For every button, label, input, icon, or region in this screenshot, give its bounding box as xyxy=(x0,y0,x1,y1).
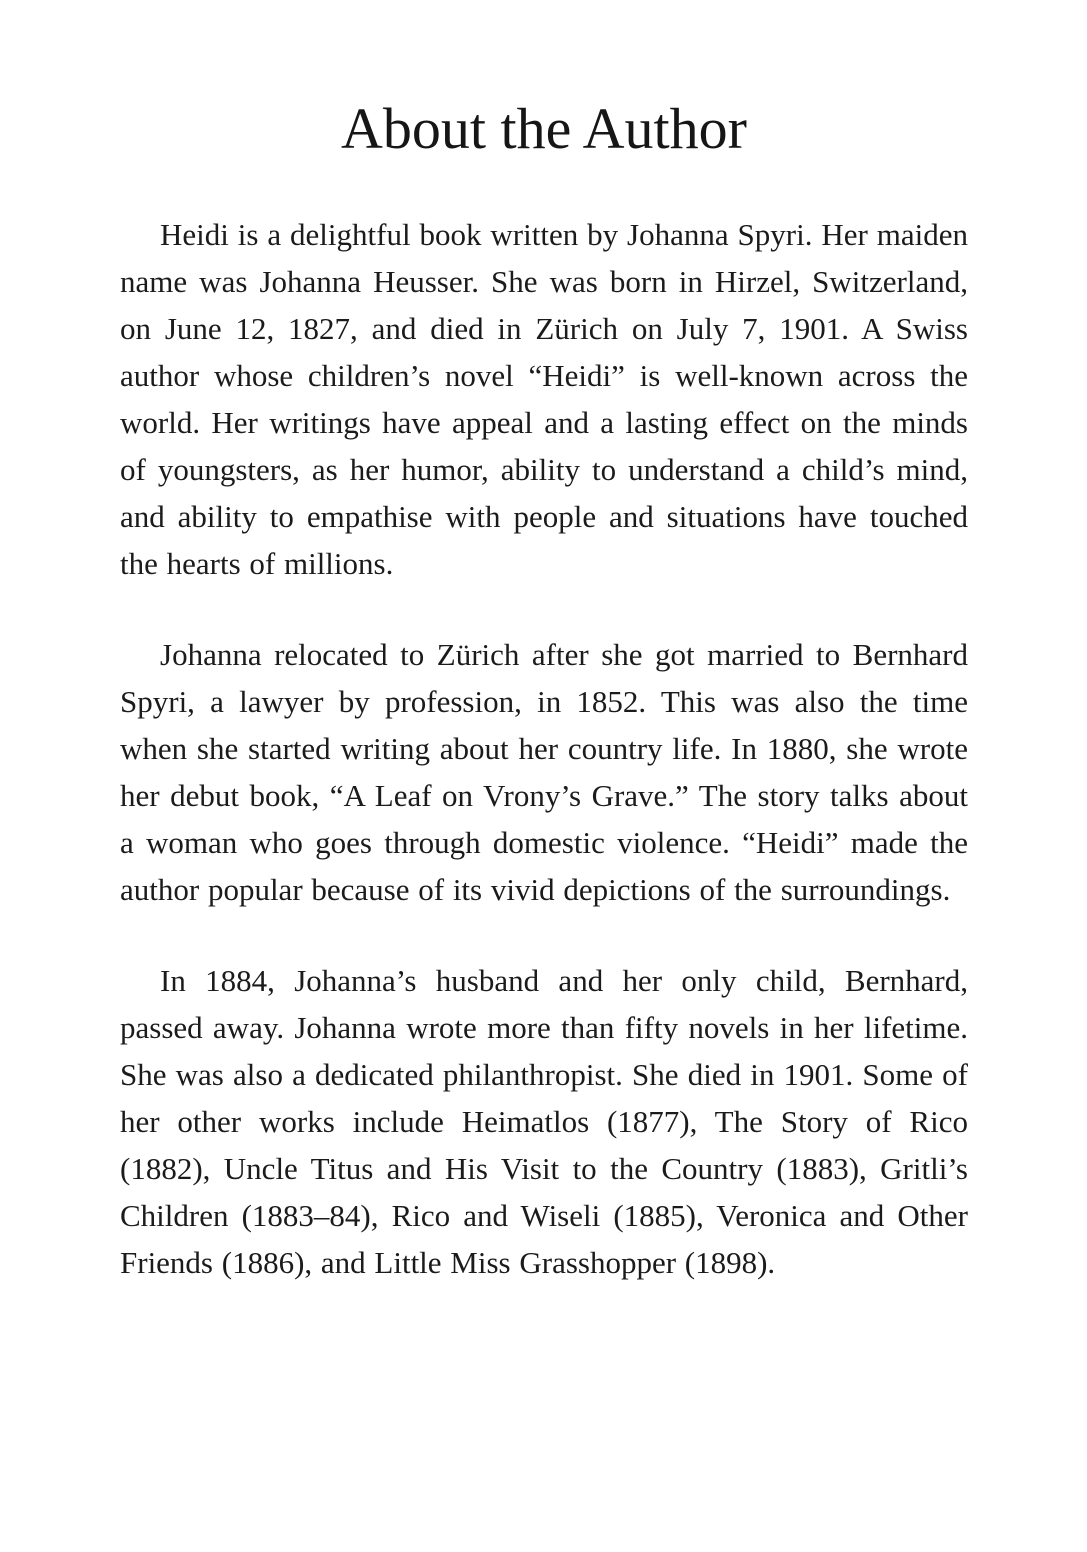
paragraph-marriage-debut: Johanna relocated to Zürich after she got married to Bernhard Spyri, a lawyer by profession, in 1852. This was also the time when she started writing about her country life. In 1880, she wrote her debut book, “A Leaf on Vrony’s Grave.” The story talks about a woman who goes through domestic violence. “Heidi” made the author popular because of its vivid depictions of the surroundings. xyxy=(120,636,968,907)
page-title: About the Author xyxy=(341,96,747,161)
paragraph-author-intro: Heidi is a delightful book written by Johanna Spyri. Her maiden name was Johanna Heusser. She was born in Hirzel, Switzerland, on June 12, 1827, and died in Zürich on July 7, 1901. A Swiss author whose children’s novel “Heidi” is well-known across the world. Her writings have appeal and a lasting effect on the minds of youngsters, as her humor, ability to understand a child’s mind, and ability to empathise with people and situations have touched the hearts of millions. xyxy=(120,216,968,581)
paragraph-later-life-works: In 1884, Johanna’s husband and her only child, Bernhard, passed away. Johanna wrote more than fifty novels in her lifetime. She was also a dedicated philanthropist. She died in 1901. Some of her other works include Heimatlos (1877), The Story of Rico (1882), Uncle Titus and His Visit to the Country (1883), Gritli’s Children (1883–84), Rico and Wiseli (1885), Veronica and Other Friends (1886), and Little Miss Grasshopper (1898). xyxy=(120,962,968,1280)
